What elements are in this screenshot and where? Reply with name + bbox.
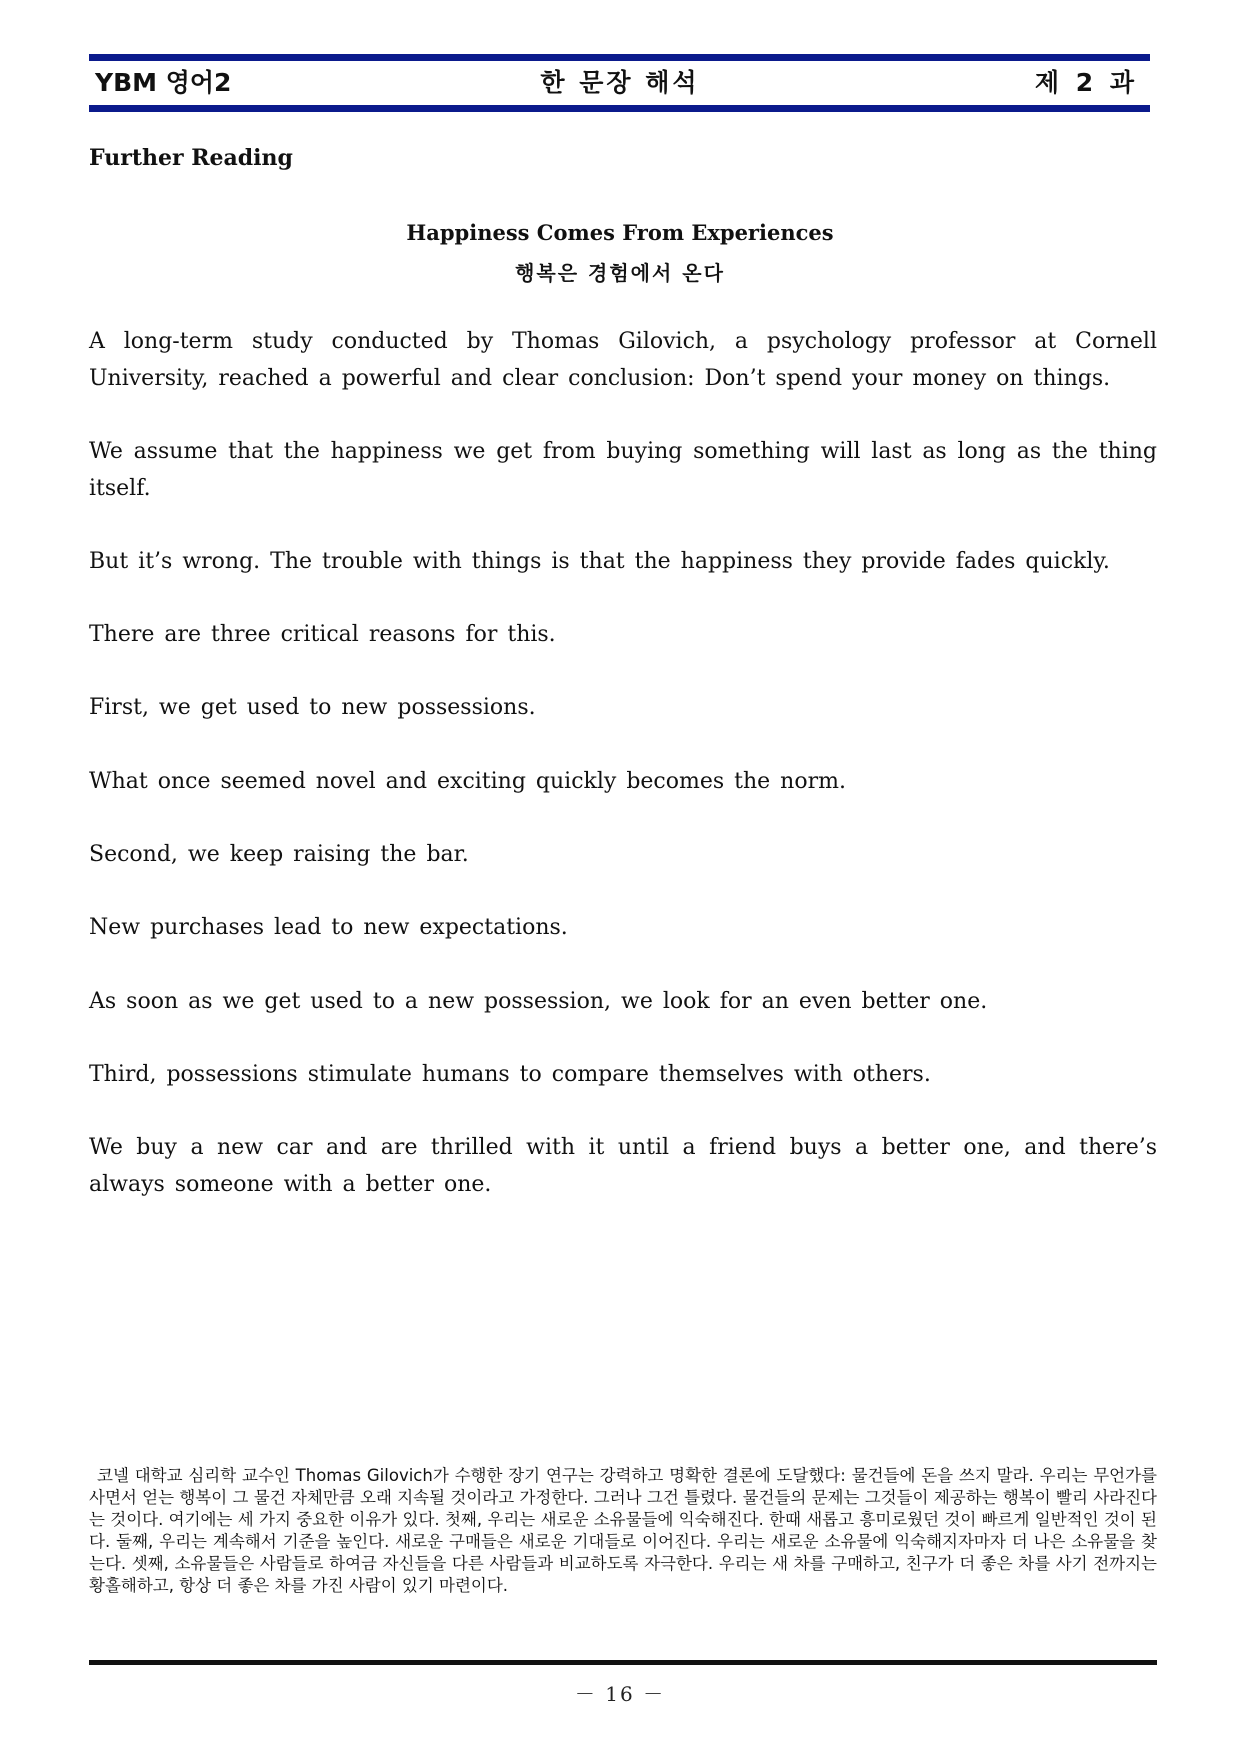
korean-translation: 코넬 대학교 심리학 교수인 Thomas Gilovich가 수행한 장기 연구는 강력하고 명확한 결론에 도달했다: 물건들에 돈을 쓰지 말라. 우리는 무언가를 사면서 얻는 행복이 그 물건 자체만큼 오래 지속될 것이라고 가정한다. 그러나 그건 틀렸다. 물건들의 문제는 그것들이 제공하는 행복이 빨리 사라진다는 것이다. 여기에는 세 가지 중요한 이유가 있다. 첫째, 우리는 새로운 소유물들에 익숙해진다. 한때 새롭고 흥미로웠던 것이 빠르게 일반적인 것이 된다. 둘째, 우리는 계속해서 기준을 높인다. 새로운 구매들은 새로운 기대들로 이어진다. 우리는 새로운 소유물에 익숙해지자마자 더 나은 소유물을 찾는다. 셋째, 소유물들은 사람들로 하여금 자신들을 다른 사람들과 비교하도록 자극한다. 우리는 새 차를 구매하고, 친구가 더 좋은 차를 사기 전까지는 황홀해하고, 항상 더 좋은 차를 가진 사람이 있기 마련이다. [89, 1466, 1157, 1595]
page-number: － 16 － [574, 1682, 666, 1706]
header-lesson-number: 제 2 과 [1034, 68, 1138, 97]
paragraph-6: What once seemed novel and exciting quickly becomes the norm. [89, 769, 846, 794]
section-label: Further Reading [89, 145, 293, 171]
paragraph-3: But it’s wrong. The trouble with things is that the happiness they provide fades quickly. [89, 549, 1110, 574]
header-section-title: 한 문장 해석 [540, 68, 700, 97]
paragraph-2: We assume that the happiness we get from buying something will last as long as the thing itself. [89, 439, 1157, 501]
paragraph-1: A long-term study conducted by Thomas Gilovich, a psychology professor at Cornell University, reached a powerful and clear conclusion: Don’t spend your money on things. [89, 329, 1157, 391]
paragraph-7: Second, we keep raising the bar. [89, 842, 469, 867]
paragraph-8: New purchases lead to new expectations. [89, 915, 568, 940]
paragraph-9: As soon as we get used to a new possession, we look for an even better one. [89, 989, 988, 1014]
header-top-rule [89, 54, 1150, 61]
reading-title-english: Happiness Comes From Experiences [406, 220, 834, 245]
header-book-title: YBM 영어2 [95, 68, 232, 97]
reading-title-korean: 행복은 경험에서 온다 [515, 261, 725, 285]
paragraph-5: First, we get used to new possessions. [89, 695, 536, 720]
footer-rule [89, 1660, 1157, 1665]
paragraph-11: We buy a new car and are thrilled with it until a friend buys a better one, and there’s always someone with a better one. [89, 1135, 1157, 1197]
paragraph-4: There are three critical reasons for this. [89, 622, 556, 647]
paragraph-10: Third, possessions stimulate humans to compare themselves with others. [89, 1062, 931, 1087]
header-bottom-rule [89, 105, 1150, 112]
